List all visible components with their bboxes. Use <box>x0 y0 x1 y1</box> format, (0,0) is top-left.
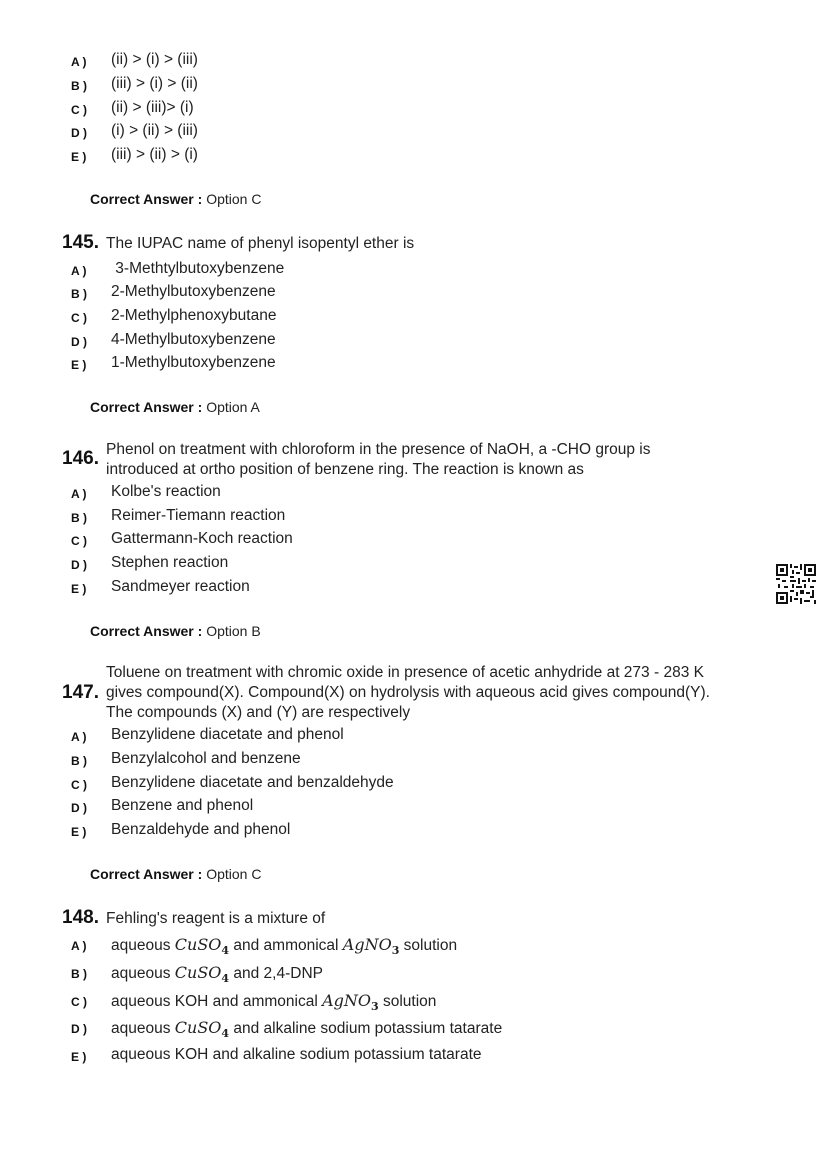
option-a <box>0 260 827 282</box>
option-key: E ) <box>71 150 87 164</box>
option-text: Benzylidene diacetate and phenol <box>111 726 344 743</box>
option-text <box>111 991 436 1013</box>
option-key: B ) <box>71 754 87 768</box>
question-text: The IUPAC name of phenyl isopentyl ether is <box>106 235 415 252</box>
option-text: Reimer-Tiemann reaction <box>111 507 286 524</box>
formula-subscript: 4 <box>221 944 230 958</box>
option-text-post: solution <box>378 993 437 1010</box>
option-key: B ) <box>71 967 87 981</box>
option-d <box>0 1018 827 1040</box>
option-text: Stephen reaction <box>111 554 229 571</box>
option-c <box>0 991 827 1013</box>
option-key: D ) <box>71 1022 87 1036</box>
option-text: aqueous KOH and alkaline sodium potassium tatarate <box>111 1046 482 1063</box>
formula-base: AgNO <box>342 935 392 954</box>
question-text-line-2: gives compound(X). Compound(X) on hydrolysis with aqueous acid gives compound(Y). <box>106 684 710 701</box>
option-text: Gattermann-Koch reaction <box>111 530 293 547</box>
formula-subscript: 4 <box>221 972 230 986</box>
option-key: C ) <box>71 311 87 325</box>
option-key: A ) <box>71 55 87 69</box>
correct-answer <box>90 623 261 639</box>
formula-agno3 <box>342 935 400 958</box>
option-key: B ) <box>71 511 87 525</box>
option-key: B ) <box>71 79 87 93</box>
question-text-line-1: Phenol on treatment with chloroform in the presence of NaOH, a -CHO group is <box>106 441 651 458</box>
formula-agno3 <box>322 991 379 1014</box>
question-text-line-3: The compounds (X) and (Y) are respectively <box>106 704 411 721</box>
option-text: 4-Methylbutoxybenzene <box>111 331 276 348</box>
option-key: D ) <box>71 801 87 815</box>
option-text-post: and alkaline sodium potassium tatarate <box>229 1020 503 1037</box>
option-text-mid: and ammonical <box>229 937 343 954</box>
formula-base: CuSO <box>174 963 222 982</box>
option-text: 3-Methtylbutoxybenzene <box>111 260 285 277</box>
question-number: 145. <box>62 232 99 253</box>
correct-answer-value: Option B <box>206 623 261 639</box>
option-e <box>0 578 827 600</box>
question-text-line-2: introduced at ortho position of benzene ring. The reaction is known as <box>106 461 584 478</box>
correct-answer-label: Correct Answer : <box>90 866 203 882</box>
option-text <box>111 935 457 957</box>
option-key: C ) <box>71 103 87 117</box>
option-c <box>0 774 827 796</box>
option-text: 2-Methylbutoxybenzene <box>111 283 276 300</box>
option-e <box>0 821 827 843</box>
option-text: (iii) > (i) > (ii) <box>111 75 198 92</box>
formula-subscript: 3 <box>371 1000 379 1014</box>
formula-subscript: 4 <box>221 1027 230 1041</box>
option-key: C ) <box>71 534 87 548</box>
formula-subscript: 3 <box>391 944 400 958</box>
option-d <box>0 554 827 576</box>
question-number: 146. <box>62 448 99 469</box>
option-text: Benzylalcohol and benzene <box>111 750 301 767</box>
option-a <box>0 935 827 957</box>
correct-answer <box>90 866 261 882</box>
formula-cuso4 <box>174 963 230 986</box>
option-key: C ) <box>71 778 87 792</box>
option-text-pre: aqueous <box>111 937 175 954</box>
option-key: C ) <box>71 995 87 1009</box>
option-d <box>0 331 827 353</box>
option-d <box>0 122 827 144</box>
correct-answer-value: Option C <box>206 866 262 882</box>
option-a <box>0 51 827 73</box>
option-b <box>0 75 827 97</box>
option-c <box>0 530 827 552</box>
option-text: 1-Methylbutoxybenzene <box>111 354 276 371</box>
option-text-pre: aqueous <box>111 1020 175 1037</box>
formula-cuso4 <box>174 1018 230 1041</box>
option-text: Benzaldehyde and phenol <box>111 821 291 838</box>
option-text: Sandmeyer reaction <box>111 578 250 595</box>
correct-answer-label: Correct Answer : <box>90 623 203 639</box>
option-e <box>0 1046 827 1068</box>
option-text: (ii) > (iii)> (i) <box>111 99 194 116</box>
option-key: B ) <box>71 287 87 301</box>
formula-base: AgNO <box>322 991 372 1010</box>
correct-answer <box>90 399 260 415</box>
formula-cuso4 <box>174 935 230 958</box>
option-text-pre: aqueous KOH and ammonical <box>111 993 323 1010</box>
option-a <box>0 726 827 748</box>
correct-answer-value: Option C <box>206 191 262 207</box>
option-key: A ) <box>71 264 87 278</box>
option-text-post: and 2,4-DNP <box>229 965 323 982</box>
correct-answer-label: Correct Answer : <box>90 191 203 207</box>
option-a <box>0 483 827 505</box>
option-text-post: solution <box>399 937 458 954</box>
correct-answer-label: Correct Answer : <box>90 399 203 415</box>
option-key: A ) <box>71 730 87 744</box>
option-key: D ) <box>71 558 87 572</box>
option-text: Benzene and phenol <box>111 797 254 814</box>
option-b <box>0 750 827 772</box>
option-text: Kolbe's reaction <box>111 483 221 500</box>
question-text: Fehling's reagent is a mixture of <box>106 910 326 927</box>
option-key: D ) <box>71 335 87 349</box>
option-b <box>0 283 827 305</box>
option-key: A ) <box>71 487 87 501</box>
option-text: (i) > (ii) > (iii) <box>111 122 198 139</box>
option-e <box>0 146 827 168</box>
option-d <box>0 797 827 819</box>
option-key: E ) <box>71 358 87 372</box>
option-text: 2-Methylphenoxybutane <box>111 307 277 324</box>
question-number: 148. <box>62 907 99 928</box>
formula-base: CuSO <box>174 1018 222 1037</box>
option-text <box>111 963 323 985</box>
option-c <box>0 99 827 121</box>
option-text: Benzylidene diacetate and benzaldehyde <box>111 774 394 791</box>
option-key: E ) <box>71 1050 87 1064</box>
option-b <box>0 507 827 529</box>
qr-code-icon <box>776 564 816 604</box>
option-key: E ) <box>71 582 87 596</box>
option-e <box>0 354 827 376</box>
formula-base: CuSO <box>174 935 222 954</box>
option-key: D ) <box>71 126 87 140</box>
option-text: (iii) > (ii) > (i) <box>111 146 198 163</box>
option-b <box>0 963 827 985</box>
question-text-line-1: Toluene on treatment with chromic oxide in presence of acetic anhydride at 273 - 283 K <box>106 664 704 681</box>
correct-answer-value: Option A <box>206 399 260 415</box>
question-number: 147. <box>62 682 99 703</box>
option-text: (ii) > (i) > (iii) <box>111 51 198 68</box>
correct-answer <box>90 191 261 207</box>
option-key: E ) <box>71 825 87 839</box>
option-key: A ) <box>71 939 87 953</box>
option-c <box>0 307 827 329</box>
option-text-pre: aqueous <box>111 965 175 982</box>
option-text <box>111 1018 502 1040</box>
